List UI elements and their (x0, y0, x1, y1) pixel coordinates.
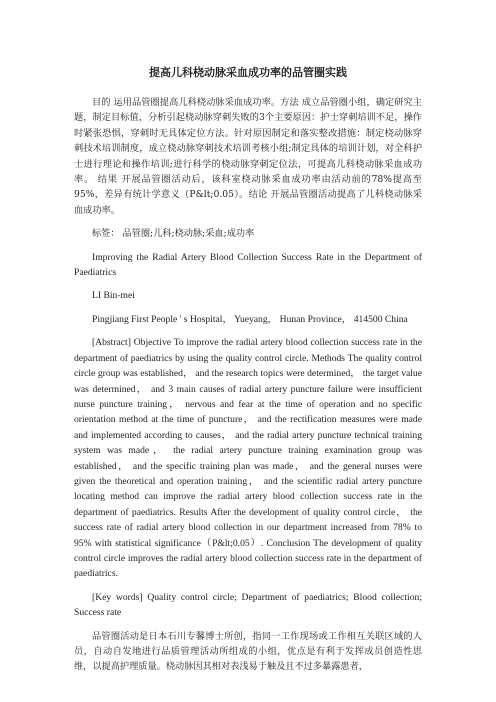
chinese-keywords: 标签： 品管圈;儿科;桡动脉;采血;成功率 (92, 228, 255, 240)
english-author: LI Bin-mei (92, 290, 135, 302)
chinese-abstract: 目的 运用品管圈提高儿科桡动脉采血成功率。方法 成立品管圈小组，确定研究主题，制定目标值，分析引起桡动脉穿刺失败的3个主要原因：护士穿刺培训不足，操作时紧张恐惧，穿刺时无具体定位方法。针对原因制定和落实整改措施：制定桡动脉穿刺技术培训制度，成立桡动脉穿刺技术培训考核小组;制定具体的培训计划，对全科护士进行理论和操作培训;进行科学的桡动脉穿刺定位法，可提高儿科桡动脉采血成功率。 结果 开展品管圈活动后，该科室桡动脉采血成功率由活动前的78%提高至95%，差异有统计学意义（P&lt;0.05）。结论 开展品管圈活动提高了儿科桡动脉采血成功率。 (74, 97, 422, 216)
paper-title: 提高儿科桡动脉采血成功率的品管圈实践 (149, 66, 347, 79)
english-keywords: [Key words] Quality control circle; Department of paediatrics; Blood collection; Success rate (74, 591, 422, 619)
body-paragraph: 品管圈活动是日本石川专馨博士所创，指同一工作现场或工作相互关联区域的人员，自动自发地进行品质管理活动所组成的小组，优点是有利于发挥成员创造性思维，以提高护理质量。桡动脉因其相对表浅易于触及且不过多暴露患者， (74, 630, 422, 673)
english-abstract: [Abstract] Objective To improve the radial artery blood collection success rate in the department of paediatrics by using the quality control circle. Methods The quality control circle group was established， and the research topics were determined， the target value was determined， and 3 main causes of radial artery puncture failure were insufficient nurse puncture training， nervous and fear at the time of operation and no specific orientation method at the time of puncture， and the rectification measures were made and implemented according to causes， and the radial artery puncture technical training system was made， the radial artery puncture training examination group was established， and the specific training plan was made， and the general nurses were given the theoretical and operation training， and the scientific radial artery puncture locating method can improve the radial artery blood collection success rate in the department of paediatrics. Results After the development of quality control circle， the success rate of radial artery blood collection in our department increased from 78% to 95% with statistical significance（P&lt;0.05）. Conclusion The development of quality control circle improves the radial artery blood collection success rate in the department of paediatrics. (74, 337, 422, 580)
english-title: Improving the Radial Artery Blood Collection Success Rate in the Department of Paediatrics (74, 251, 422, 279)
english-affiliation: Pingjiang First People ' s Hospital， Yueyang， Hunan Province， 414500 China (92, 313, 408, 325)
